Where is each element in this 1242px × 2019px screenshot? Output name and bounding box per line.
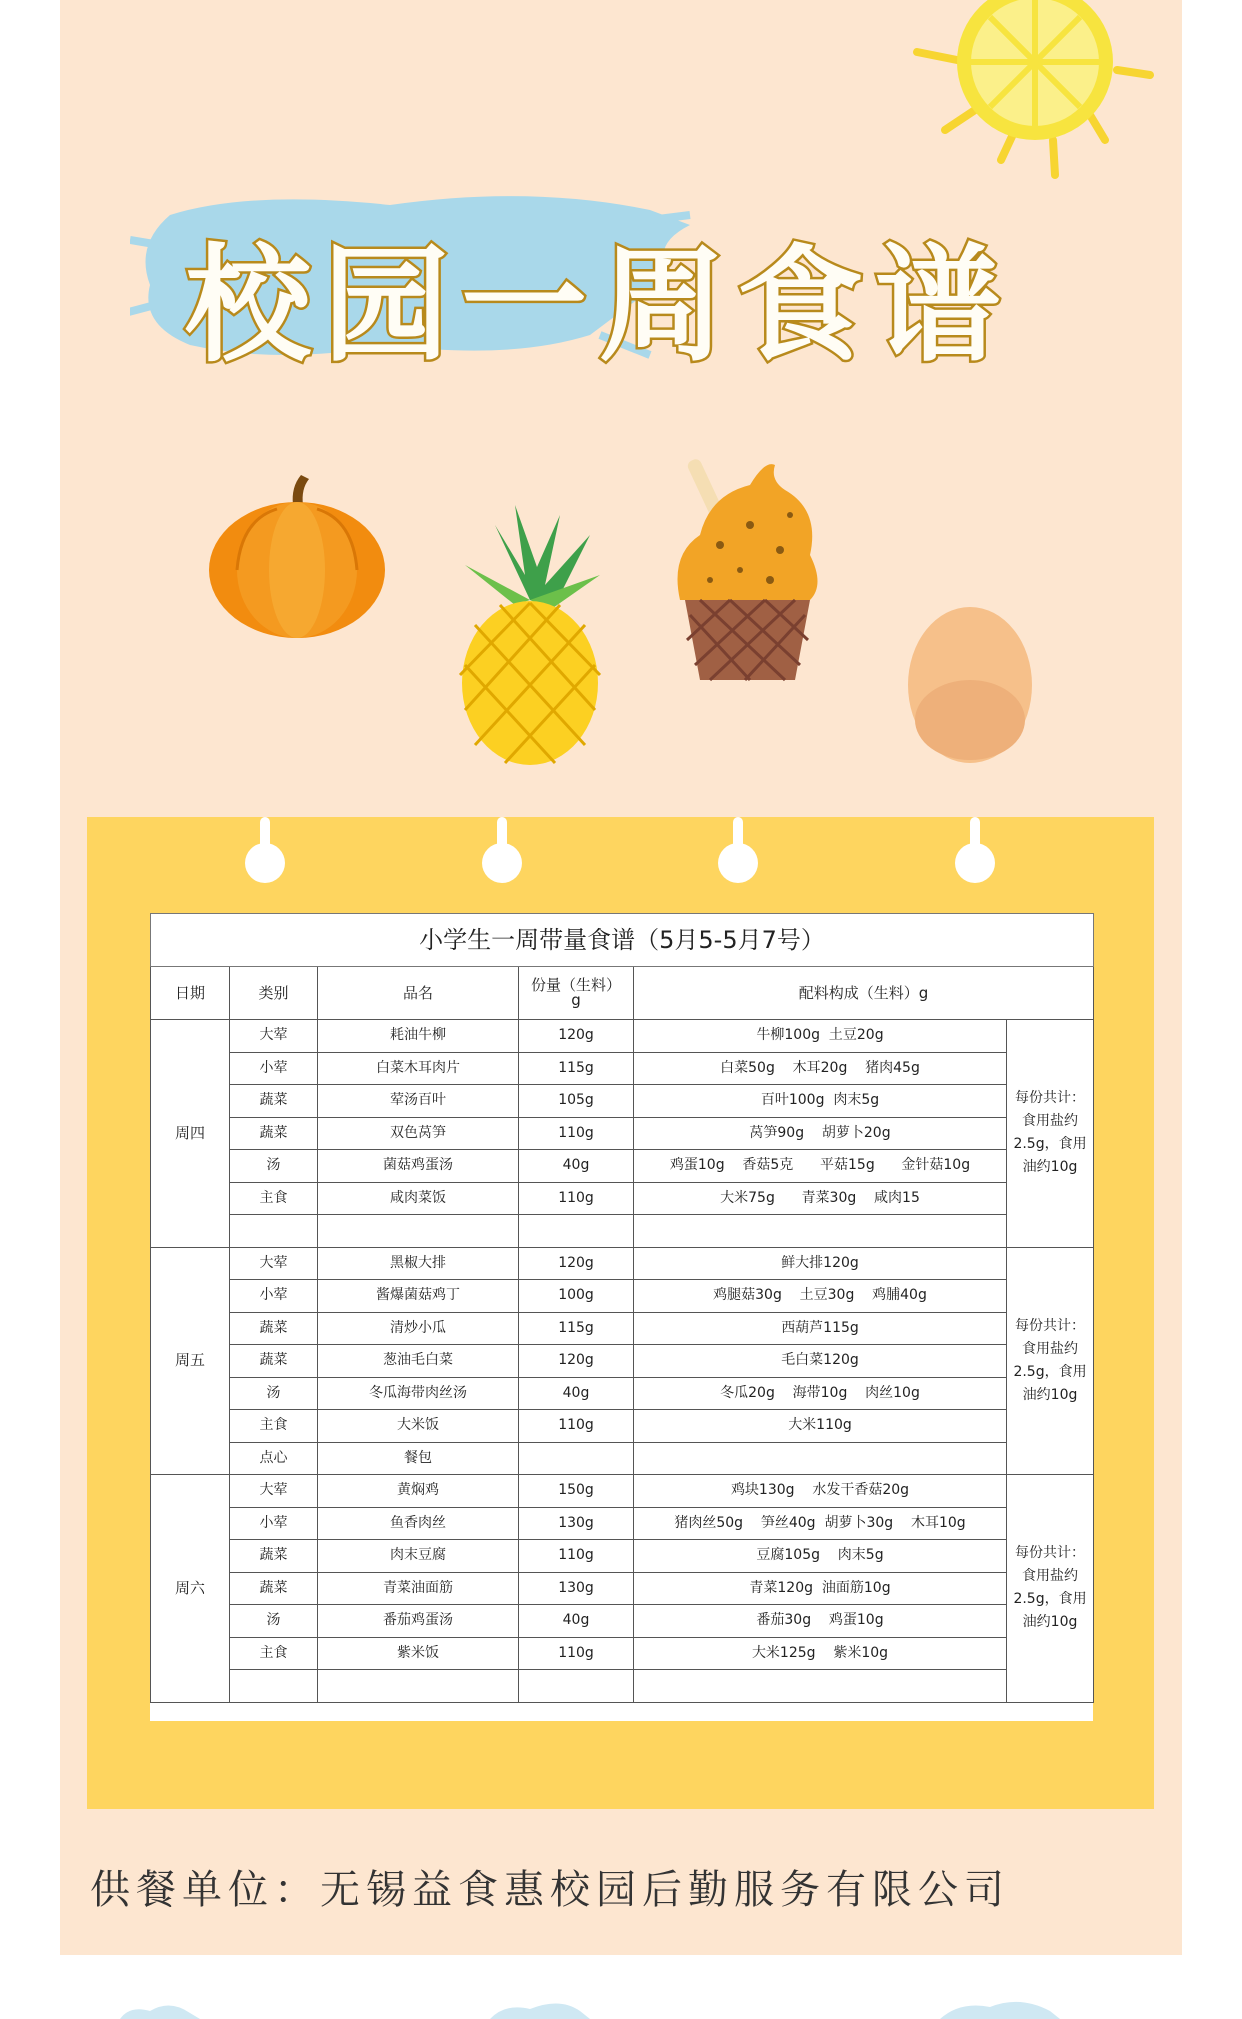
cell-portion: 40g bbox=[519, 1605, 634, 1638]
table-row bbox=[151, 1052, 1094, 1085]
table-row bbox=[151, 1085, 1094, 1118]
cell-ingredients: 鸡腿菇30g 土豆30g 鸡脯40g bbox=[634, 1280, 1007, 1313]
day-label: 周四 bbox=[151, 1020, 230, 1248]
cell-category: 主食 bbox=[230, 1410, 318, 1443]
cell-category: 大荤 bbox=[230, 1247, 318, 1280]
cell-portion: 110g bbox=[519, 1117, 634, 1150]
cell-category: 蔬菜 bbox=[230, 1540, 318, 1573]
cell-ingredients: 冬瓜20g 海带10g 肉丝10g bbox=[634, 1377, 1007, 1410]
cell-ingredients: 毛白菜120g bbox=[634, 1345, 1007, 1378]
header-category: 类别 bbox=[230, 967, 318, 1020]
cell-ingredients: 鸡块130g 水发干香菇20g bbox=[634, 1475, 1007, 1508]
cell-ingredients: 白菜50g 木耳20g 猪肉45g bbox=[634, 1052, 1007, 1085]
cell-ingredients: 青菜120g 油面筋10g bbox=[634, 1572, 1007, 1605]
table-row bbox=[151, 1605, 1094, 1638]
cell-dish: 肉末豆腐 bbox=[318, 1540, 519, 1573]
cell-dish: 紫米饭 bbox=[318, 1637, 519, 1670]
cell-portion: 110g bbox=[519, 1182, 634, 1215]
cell-category: 蔬菜 bbox=[230, 1117, 318, 1150]
header-date: 日期 bbox=[151, 967, 230, 1020]
header-ingredients: 配料构成（生料）g bbox=[634, 967, 1094, 1020]
seasoning-note-line: 2.5g，食用 bbox=[1013, 1363, 1087, 1380]
cupcake-icon bbox=[670, 455, 825, 685]
cell-category: 主食 bbox=[230, 1182, 318, 1215]
table-row bbox=[151, 1670, 1094, 1703]
cell-category: 蔬菜 bbox=[230, 1572, 318, 1605]
cell-dish bbox=[318, 1670, 519, 1703]
header-portion-line2: g bbox=[571, 991, 581, 1009]
seasoning-note-line: 每份共计： bbox=[1015, 1317, 1086, 1334]
cell-category: 蔬菜 bbox=[230, 1085, 318, 1118]
seasoning-note-line: 2.5g，食用 bbox=[1013, 1591, 1087, 1608]
table-row bbox=[151, 1637, 1094, 1670]
egg-icon bbox=[905, 600, 1035, 765]
cell-dish: 餐包 bbox=[318, 1442, 519, 1475]
header-portion-line1: 份量（生料） bbox=[530, 976, 621, 994]
cell-category bbox=[230, 1670, 318, 1703]
day-label: 周五 bbox=[151, 1247, 230, 1475]
table-row bbox=[151, 1117, 1094, 1150]
table-row bbox=[151, 1442, 1094, 1475]
seasoning-note-line: 食用盐约 bbox=[1022, 1568, 1079, 1585]
binder-hole bbox=[482, 843, 522, 883]
cell-portion: 120g bbox=[519, 1345, 634, 1378]
cell-portion bbox=[519, 1670, 634, 1703]
binder-hole bbox=[955, 843, 995, 883]
cell-dish: 大米饭 bbox=[318, 1410, 519, 1443]
cell-category: 小荤 bbox=[230, 1052, 318, 1085]
cell-dish: 葱油毛白菜 bbox=[318, 1345, 519, 1378]
cell-portion: 130g bbox=[519, 1507, 634, 1540]
table-row bbox=[151, 1247, 1094, 1280]
cell-category: 大荤 bbox=[230, 1020, 318, 1053]
menu-table bbox=[150, 913, 1094, 1703]
binder-hole bbox=[245, 843, 285, 883]
cell-ingredients: 番茄30g 鸡蛋10g bbox=[634, 1605, 1007, 1638]
cell-portion: 100g bbox=[519, 1280, 634, 1313]
seasoning-note bbox=[1007, 1020, 1094, 1248]
cell-ingredients: 莴笋90g 胡萝卜20g bbox=[634, 1117, 1007, 1150]
cell-ingredients bbox=[634, 1215, 1007, 1248]
cell-ingredients: 百叶100g 肉末5g bbox=[634, 1085, 1007, 1118]
cell-category: 蔬菜 bbox=[230, 1345, 318, 1378]
cell-dish: 冬瓜海带肉丝汤 bbox=[318, 1377, 519, 1410]
table-row bbox=[151, 1572, 1094, 1605]
cell-portion: 115g bbox=[519, 1312, 634, 1345]
seasoning-note-line: 每份共计： bbox=[1015, 1090, 1086, 1107]
bottom-brush-decoration bbox=[60, 1985, 1182, 2019]
cell-dish: 黑椒大排 bbox=[318, 1247, 519, 1280]
seasoning-note bbox=[1007, 1247, 1094, 1475]
cell-ingredients: 大米125g 紫米10g bbox=[634, 1637, 1007, 1670]
cell-dish: 黄焖鸡 bbox=[318, 1475, 519, 1508]
cell-category: 大荤 bbox=[230, 1475, 318, 1508]
menu-sheet bbox=[150, 913, 1093, 1721]
cell-portion: 110g bbox=[519, 1410, 634, 1443]
cell-dish: 耗油牛柳 bbox=[318, 1020, 519, 1053]
cell-category: 点心 bbox=[230, 1442, 318, 1475]
cell-ingredients: 大米75g 青菜30g 咸肉15 bbox=[634, 1182, 1007, 1215]
cell-ingredients: 豆腐105g 肉末5g bbox=[634, 1540, 1007, 1573]
cell-portion: 120g bbox=[519, 1247, 634, 1280]
cell-dish: 鱼香肉丝 bbox=[318, 1507, 519, 1540]
cell-portion: 110g bbox=[519, 1637, 634, 1670]
seasoning-note-line: 油约10g bbox=[1022, 1386, 1078, 1403]
cell-category: 汤 bbox=[230, 1605, 318, 1638]
table-row bbox=[151, 1377, 1094, 1410]
cell-dish: 双色莴笋 bbox=[318, 1117, 519, 1150]
seasoning-note-line: 每份共计： bbox=[1015, 1545, 1086, 1562]
table-row bbox=[151, 1475, 1094, 1508]
cell-portion bbox=[519, 1442, 634, 1475]
table-caption: 小学生一周带量食谱（5月5-5月7号） bbox=[151, 914, 1094, 967]
cell-portion bbox=[519, 1215, 634, 1248]
table-row bbox=[151, 1345, 1094, 1378]
cell-ingredients bbox=[634, 1670, 1007, 1703]
page-title: 校园一周食谱 bbox=[185, 232, 1013, 379]
cell-ingredients: 牛柳100g 土豆20g bbox=[634, 1020, 1007, 1053]
lemon-sun-icon bbox=[905, 0, 1175, 210]
supplier-footer: 供餐单位：无锡益食惠校园后勤服务有限公司 bbox=[90, 1867, 1010, 1913]
cell-ingredients: 大米110g bbox=[634, 1410, 1007, 1443]
table-row bbox=[151, 1182, 1094, 1215]
cell-ingredients: 鲜大排120g bbox=[634, 1247, 1007, 1280]
cell-portion: 40g bbox=[519, 1377, 634, 1410]
table-row bbox=[151, 1540, 1094, 1573]
cell-dish: 番茄鸡蛋汤 bbox=[318, 1605, 519, 1638]
binder-hole bbox=[718, 843, 758, 883]
cell-portion: 110g bbox=[519, 1540, 634, 1573]
cell-portion: 120g bbox=[519, 1020, 634, 1053]
table-header-row bbox=[151, 967, 1094, 1020]
table-row bbox=[151, 1215, 1094, 1248]
cell-category: 小荤 bbox=[230, 1280, 318, 1313]
cell-category: 主食 bbox=[230, 1637, 318, 1670]
cell-category: 蔬菜 bbox=[230, 1312, 318, 1345]
cell-dish: 荤汤百叶 bbox=[318, 1085, 519, 1118]
pineapple-icon bbox=[455, 505, 605, 765]
cell-category: 小荤 bbox=[230, 1507, 318, 1540]
seasoning-note-line: 2.5g，食用 bbox=[1013, 1136, 1087, 1153]
cell-dish: 清炒小瓜 bbox=[318, 1312, 519, 1345]
cell-portion: 150g bbox=[519, 1475, 634, 1508]
cell-ingredients: 猪肉丝50g 笋丝40g 胡萝卜30g 木耳10g bbox=[634, 1507, 1007, 1540]
cell-portion: 40g bbox=[519, 1150, 634, 1183]
pumpkin-icon bbox=[205, 475, 390, 640]
cell-portion: 130g bbox=[519, 1572, 634, 1605]
title-banner bbox=[130, 185, 1080, 385]
seasoning-note-line: 食用盐约 bbox=[1022, 1113, 1079, 1130]
table-row bbox=[151, 1312, 1094, 1345]
cell-dish: 咸肉菜饭 bbox=[318, 1182, 519, 1215]
cell-dish: 菌菇鸡蛋汤 bbox=[318, 1150, 519, 1183]
cell-dish bbox=[318, 1215, 519, 1248]
cell-category: 汤 bbox=[230, 1150, 318, 1183]
seasoning-note bbox=[1007, 1475, 1094, 1703]
table-row bbox=[151, 1150, 1094, 1183]
seasoning-note-line: 油约10g bbox=[1022, 1159, 1078, 1176]
cell-ingredients bbox=[634, 1442, 1007, 1475]
seasoning-note-line: 食用盐约 bbox=[1022, 1340, 1079, 1357]
table-row bbox=[151, 1410, 1094, 1443]
cell-category bbox=[230, 1215, 318, 1248]
header-dish: 品名 bbox=[318, 967, 519, 1020]
table-row bbox=[151, 1280, 1094, 1313]
cell-dish: 酱爆菌菇鸡丁 bbox=[318, 1280, 519, 1313]
cell-ingredients: 西葫芦115g bbox=[634, 1312, 1007, 1345]
cell-portion: 115g bbox=[519, 1052, 634, 1085]
day-label: 周六 bbox=[151, 1475, 230, 1703]
cell-dish: 青菜油面筋 bbox=[318, 1572, 519, 1605]
table-row bbox=[151, 1507, 1094, 1540]
cell-portion: 105g bbox=[519, 1085, 634, 1118]
cell-ingredients: 鸡蛋10g 香菇5克 平菇15g 金针菇10g bbox=[634, 1150, 1007, 1183]
cell-category: 汤 bbox=[230, 1377, 318, 1410]
cell-dish: 白菜木耳肉片 bbox=[318, 1052, 519, 1085]
table-row bbox=[151, 1020, 1094, 1053]
header-portion bbox=[519, 967, 634, 1020]
seasoning-note-line: 油约10g bbox=[1022, 1614, 1078, 1631]
